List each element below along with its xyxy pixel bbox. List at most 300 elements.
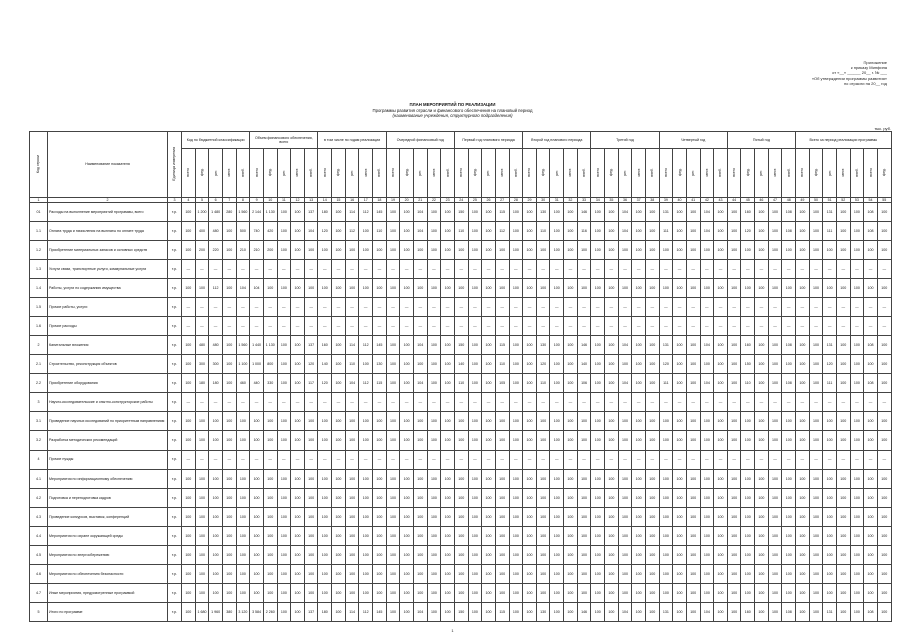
value-cell: 100 (823, 545, 837, 564)
value-cell: — (659, 450, 673, 469)
value-cell: 100 (195, 526, 209, 545)
value-cell: 100 (291, 222, 305, 241)
row-code: 2.2 (30, 374, 48, 393)
value-cell: 100 (686, 469, 700, 488)
column-number: 38 (645, 198, 659, 203)
value-cell: 100 (700, 583, 714, 602)
value-cell: 110 (536, 222, 550, 241)
value-cell: 100 (523, 507, 537, 526)
value-cell: 100 (673, 222, 687, 241)
value-cell: 740 (250, 222, 264, 241)
header-sub-label: всего (322, 168, 327, 177)
value-cell: 100 (523, 583, 537, 602)
value-cell: — (182, 298, 196, 317)
value-cell: 100 (304, 526, 318, 545)
value-cell: 120 (318, 222, 332, 241)
value-cell: — (482, 450, 496, 469)
value-cell: 100 (686, 279, 700, 298)
value-cell: 100 (632, 526, 646, 545)
value-cell: 100 (482, 526, 496, 545)
value-cell: 100 (277, 203, 291, 222)
value-cell: — (495, 298, 509, 317)
value-cell: 100 (468, 583, 482, 602)
value-cell: — (809, 260, 823, 279)
value-cell: 100 (345, 564, 359, 583)
header-sub-cell (796, 149, 810, 198)
value-cell: 100 (413, 355, 427, 374)
value-cell: 100 (591, 602, 605, 621)
value-cell: 100 (877, 279, 891, 298)
value-cell: 100 (877, 431, 891, 450)
value-cell: 480 (195, 336, 209, 355)
value-cell: 100 (441, 526, 455, 545)
table-row (30, 241, 892, 260)
value-cell: — (782, 450, 796, 469)
value-cell: 100 (741, 279, 755, 298)
value-cell: — (877, 298, 891, 317)
table-row (30, 507, 892, 526)
value-cell: 100 (386, 431, 400, 450)
value-cell: 100 (182, 564, 196, 583)
row-code: 1.1 (30, 222, 48, 241)
column-number: 20 (400, 198, 414, 203)
value-cell: 100 (195, 564, 209, 583)
value-cell: 100 (564, 355, 578, 374)
value-cell: 100 (318, 279, 332, 298)
value-cell: 100 (809, 602, 823, 621)
value-cell: 100 (727, 241, 741, 260)
value-cell: — (536, 317, 550, 336)
value-cell: 100 (195, 279, 209, 298)
table-row (30, 488, 892, 507)
value-cell: 100 (850, 374, 864, 393)
row-name: Подготовка и переподготовка кадров (48, 488, 168, 507)
value-cell: 100 (809, 336, 823, 355)
column-number: 21 (413, 198, 427, 203)
value-cell: 100 (550, 488, 564, 507)
value-cell: 180 (209, 374, 223, 393)
value-cell: — (864, 450, 878, 469)
header-sub-label: мест. (704, 168, 709, 177)
header-sub-cell (700, 149, 714, 198)
header-sub-label: рег. (486, 169, 491, 176)
value-cell: — (632, 450, 646, 469)
value-cell: 100 (768, 203, 782, 222)
value-cell: 100 (796, 488, 810, 507)
value-cell: 100 (618, 241, 632, 260)
value-cell: — (673, 260, 687, 279)
value-cell: — (263, 450, 277, 469)
value-cell: 100 (332, 602, 346, 621)
value-cell: — (850, 260, 864, 279)
value-cell: 100 (632, 602, 646, 621)
value-cell: — (605, 450, 619, 469)
value-cell: — (796, 393, 810, 412)
value-cell: 100 (591, 203, 605, 222)
value-cell: 100 (441, 583, 455, 602)
header-sub-cell (468, 149, 482, 198)
column-number: 14 (318, 198, 332, 203)
value-cell: 100 (291, 412, 305, 431)
value-cell: 100 (277, 222, 291, 241)
value-cell: 100 (454, 488, 468, 507)
value-cell: 112 (359, 374, 373, 393)
value-cell: — (263, 298, 277, 317)
value-cell: — (523, 393, 537, 412)
value-cell: 106 (577, 374, 591, 393)
value-cell: — (836, 317, 850, 336)
value-cell: 100 (673, 355, 687, 374)
value-cell: 100 (427, 222, 441, 241)
column-number: 30 (536, 198, 550, 203)
value-cell: 100 (523, 602, 537, 621)
value-cell: 100 (618, 469, 632, 488)
value-cell: 100 (632, 222, 646, 241)
value-cell: 100 (400, 222, 414, 241)
value-cell: — (564, 393, 578, 412)
value-cell: 2 144 (250, 203, 264, 222)
value-cell: 100 (332, 564, 346, 583)
value-cell: 100 (768, 355, 782, 374)
value-cell: 100 (236, 431, 250, 450)
value-cell: 110 (454, 374, 468, 393)
header-group-cell: Всего за период реализации программы (796, 132, 892, 149)
value-cell: 100 (509, 203, 523, 222)
header-sub-cell (222, 149, 236, 198)
column-number: 3 (168, 198, 182, 203)
value-cell: 100 (796, 241, 810, 260)
header-group-cell: в том числе по годам реализации (318, 132, 386, 149)
value-cell: — (591, 450, 605, 469)
header-sub-label: всего (459, 168, 464, 177)
value-cell: 100 (577, 431, 591, 450)
value-cell: — (741, 393, 755, 412)
value-cell: 100 (782, 545, 796, 564)
row-code: 4.1 (30, 469, 48, 488)
value-cell: 100 (659, 431, 673, 450)
value-cell: — (700, 260, 714, 279)
value-cell: 100 (550, 507, 564, 526)
value-cell: — (359, 298, 373, 317)
value-cell: 200 (195, 241, 209, 260)
value-cell: 100 (877, 336, 891, 355)
header-group-cell: Код по бюджетной классификации (182, 132, 250, 149)
value-cell: 100 (182, 374, 196, 393)
value-cell: 100 (632, 412, 646, 431)
value-cell: 100 (605, 469, 619, 488)
value-cell: 100 (373, 469, 387, 488)
value-cell: 100 (550, 469, 564, 488)
value-cell: 400 (195, 222, 209, 241)
value-cell: 100 (686, 526, 700, 545)
value-cell: 100 (564, 336, 578, 355)
value-cell: 100 (782, 412, 796, 431)
value-cell: 210 (236, 241, 250, 260)
value-cell: — (796, 298, 810, 317)
value-cell: 104 (413, 374, 427, 393)
value-cell: 100 (482, 279, 496, 298)
value-cell: 100 (796, 469, 810, 488)
value-cell: 100 (332, 545, 346, 564)
value-cell: 100 (645, 545, 659, 564)
value-cell: 100 (182, 507, 196, 526)
value-cell: — (686, 450, 700, 469)
value-cell: 100 (222, 526, 236, 545)
column-number: 51 (823, 198, 837, 203)
value-cell: — (673, 450, 687, 469)
value-cell: — (864, 317, 878, 336)
value-cell: 100 (645, 412, 659, 431)
value-cell: 100 (564, 602, 578, 621)
column-number: 12 (291, 198, 305, 203)
value-cell: — (482, 298, 496, 317)
value-cell: 100 (700, 241, 714, 260)
value-cell: 115 (495, 203, 509, 222)
value-cell: 146 (577, 602, 591, 621)
value-cell: 100 (727, 602, 741, 621)
value-cell: 100 (809, 431, 823, 450)
value-cell: — (495, 393, 509, 412)
value-cell: 800 (263, 355, 277, 374)
value-cell: 100 (686, 355, 700, 374)
value-cell: 100 (550, 222, 564, 241)
column-number: 48 (782, 198, 796, 203)
value-cell: 100 (809, 526, 823, 545)
value-cell: 100 (768, 545, 782, 564)
value-cell: 104 (413, 602, 427, 621)
value-cell: 100 (400, 336, 414, 355)
header-sub-cell (877, 149, 891, 198)
value-cell: 100 (877, 374, 891, 393)
value-cell: — (482, 317, 496, 336)
value-cell: — (400, 317, 414, 336)
value-cell: 100 (182, 222, 196, 241)
value-cell: 160 (741, 336, 755, 355)
value-cell: 100 (823, 431, 837, 450)
value-cell: 100 (673, 583, 687, 602)
value-cell: — (468, 260, 482, 279)
value-cell: 100 (509, 279, 523, 298)
value-cell: 100 (182, 545, 196, 564)
value-cell: — (796, 450, 810, 469)
value-cell: 100 (482, 431, 496, 450)
value-cell: 500 (236, 222, 250, 241)
value-cell: 100 (495, 431, 509, 450)
value-cell: 100 (291, 431, 305, 450)
value-cell: — (577, 317, 591, 336)
value-cell: 100 (182, 526, 196, 545)
row-unit: т.р. (168, 374, 182, 393)
value-cell: 110 (454, 222, 468, 241)
value-cell: 100 (182, 488, 196, 507)
value-cell: 100 (318, 583, 332, 602)
value-cell: — (877, 450, 891, 469)
value-cell: 100 (741, 583, 755, 602)
value-cell: 180 (318, 602, 332, 621)
value-cell: 100 (673, 602, 687, 621)
value-cell: 100 (441, 279, 455, 298)
value-cell: 100 (468, 355, 482, 374)
value-cell: 100 (618, 355, 632, 374)
column-number: 54 (864, 198, 878, 203)
value-cell: 100 (877, 583, 891, 602)
value-cell: 100 (427, 412, 441, 431)
value-cell: 100 (427, 355, 441, 374)
value-cell: 100 (864, 241, 878, 260)
value-cell: 100 (523, 431, 537, 450)
value-cell: 100 (755, 412, 769, 431)
value-cell: 120 (536, 355, 550, 374)
value-cell: 100 (605, 203, 619, 222)
value-cell: — (454, 298, 468, 317)
header-sub-label: внеб. (718, 167, 723, 177)
value-cell: 100 (850, 507, 864, 526)
value-cell: 100 (222, 412, 236, 431)
value-cell: 100 (550, 526, 564, 545)
value-cell: 100 (468, 507, 482, 526)
value-cell: 100 (864, 583, 878, 602)
header-group-cell: Очередной финансовый год (386, 132, 454, 149)
value-cell: 100 (632, 374, 646, 393)
value-cell: 100 (714, 469, 728, 488)
value-cell: 100 (618, 431, 632, 450)
row-code: 01 (30, 203, 48, 222)
value-cell: 100 (222, 545, 236, 564)
value-cell: 100 (768, 222, 782, 241)
header-sub-label: рег. (827, 169, 832, 176)
value-cell: 100 (850, 412, 864, 431)
value-cell: 100 (673, 279, 687, 298)
value-cell: 1 000 (250, 355, 264, 374)
value-cell: 100 (577, 545, 591, 564)
value-cell: 104 (413, 336, 427, 355)
row-unit: т.р. (168, 602, 182, 621)
value-cell: 150 (454, 602, 468, 621)
value-cell: 100 (645, 336, 659, 355)
value-cell: 100 (864, 507, 878, 526)
value-cell: 100 (523, 241, 537, 260)
value-cell: 100 (250, 583, 264, 602)
value-cell: 100 (413, 279, 427, 298)
appendix-note (767, 60, 887, 86)
value-cell: 100 (495, 469, 509, 488)
value-cell: — (632, 298, 646, 317)
value-cell: 100 (454, 431, 468, 450)
value-cell: 100 (673, 564, 687, 583)
value-cell: — (250, 450, 264, 469)
value-cell: — (222, 260, 236, 279)
value-cell: 100 (386, 279, 400, 298)
value-cell: 100 (427, 431, 441, 450)
header-sub-label: всего (186, 168, 191, 177)
value-cell: 100 (332, 374, 346, 393)
value-cell: — (373, 393, 387, 412)
value-cell: 100 (509, 526, 523, 545)
value-cell: 112 (495, 222, 509, 241)
column-number: 49 (796, 198, 810, 203)
value-cell: 100 (645, 431, 659, 450)
value-cell: — (441, 298, 455, 317)
header-sub-label: фед. (677, 168, 682, 177)
value-cell: 100 (782, 469, 796, 488)
value-cell: 100 (659, 564, 673, 583)
value-cell: 100 (877, 564, 891, 583)
value-cell: 100 (400, 526, 414, 545)
header-sub-cell (209, 149, 223, 198)
value-cell: 100 (536, 431, 550, 450)
value-cell: 100 (373, 564, 387, 583)
value-cell: — (673, 393, 687, 412)
column-number: 23 (441, 198, 455, 203)
value-cell: 100 (809, 469, 823, 488)
row-code: 4.7 (30, 583, 48, 602)
financial-table (29, 131, 892, 622)
row-unit: т.р. (168, 564, 182, 583)
value-cell: 100 (441, 545, 455, 564)
row-name: Итого по программе (48, 602, 168, 621)
value-cell: — (277, 393, 291, 412)
value-cell: — (482, 260, 496, 279)
value-cell: 104 (618, 374, 632, 393)
value-cell: 100 (413, 241, 427, 260)
value-cell: — (195, 260, 209, 279)
value-cell: 100 (195, 412, 209, 431)
value-cell: 100 (700, 431, 714, 450)
value-cell: 115 (373, 374, 387, 393)
value-cell: 104 (345, 374, 359, 393)
value-cell: 100 (727, 355, 741, 374)
value-cell: 100 (482, 488, 496, 507)
value-cell: 100 (864, 545, 878, 564)
value-cell: — (209, 260, 223, 279)
row-name: Строительство, реконструкция объектов (48, 355, 168, 374)
value-cell: 100 (850, 602, 864, 621)
value-cell: 100 (454, 507, 468, 526)
value-cell: 100 (714, 412, 728, 431)
table-row (30, 412, 892, 431)
column-number: 8 (236, 198, 250, 203)
value-cell: — (536, 260, 550, 279)
value-cell: 100 (182, 583, 196, 602)
value-cell: 100 (536, 412, 550, 431)
value-cell: 100 (509, 602, 523, 621)
value-cell: — (727, 298, 741, 317)
value-cell: — (809, 393, 823, 412)
column-number: 13 (304, 198, 318, 203)
value-cell: — (755, 298, 769, 317)
value-cell: 131 (823, 602, 837, 621)
value-cell: 120 (318, 374, 332, 393)
value-cell: 100 (591, 222, 605, 241)
header-sub-cell (727, 149, 741, 198)
value-cell: 100 (809, 355, 823, 374)
value-cell: 100 (482, 583, 496, 602)
value-cell: 100 (577, 241, 591, 260)
row-name: Расходы на выполнение мероприятий программы, всего (48, 203, 168, 222)
column-number: 33 (577, 198, 591, 203)
value-cell: 100 (809, 279, 823, 298)
value-cell: 100 (386, 488, 400, 507)
header-sub-label: рег. (759, 169, 764, 176)
value-cell: 100 (864, 469, 878, 488)
value-cell: 100 (850, 222, 864, 241)
value-cell: 100 (523, 336, 537, 355)
value-cell: 100 (427, 507, 441, 526)
value-cell: 100 (823, 241, 837, 260)
value-cell: 100 (727, 545, 741, 564)
value-cell: 100 (727, 412, 741, 431)
value-cell: 160 (741, 602, 755, 621)
